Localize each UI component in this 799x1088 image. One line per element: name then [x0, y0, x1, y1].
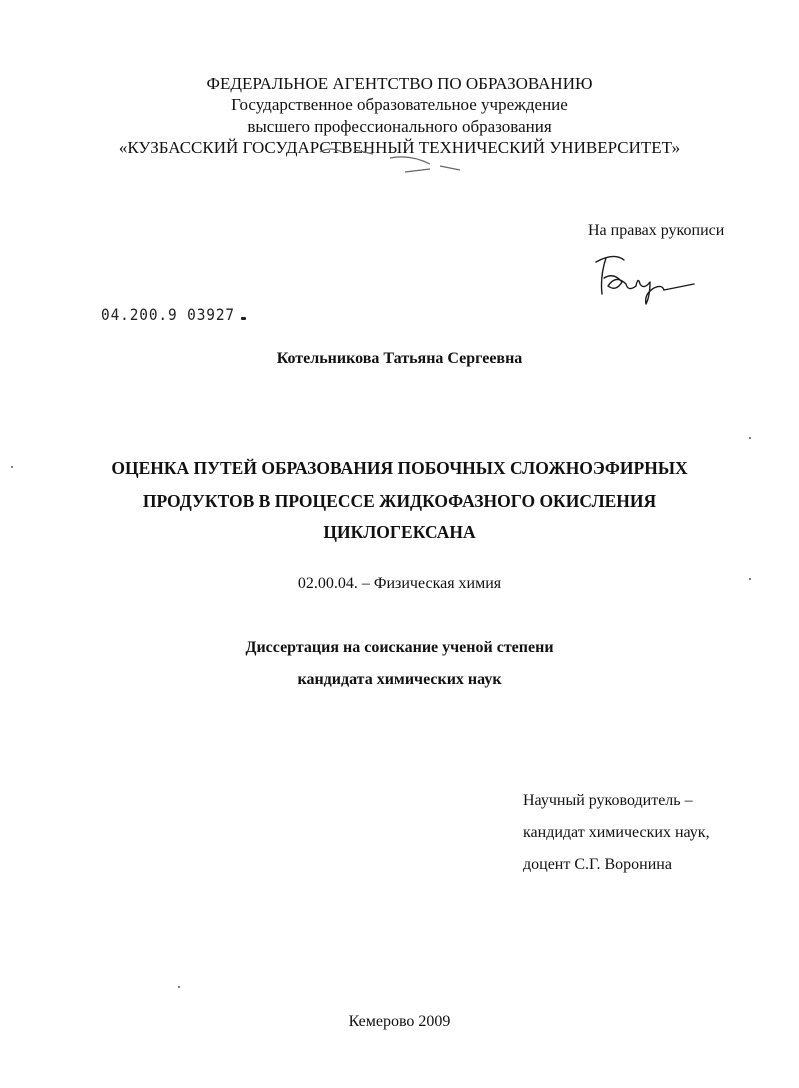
supervisor-line2: кандидат химических наук, — [523, 824, 710, 841]
stamp-dash — [241, 317, 246, 320]
scan-speck — [749, 578, 751, 580]
dissertation-line1: Диссертация на соискание ученой степени — [245, 639, 554, 656]
scan-speck — [11, 466, 13, 468]
dissertation-line2: кандидата химических наук — [297, 671, 502, 688]
thesis-title-line1: ОЦЕНКА ПУТЕЙ ОБРАЗОВАНИЯ ПОБОЧНЫХ СЛОЖНОЭФИРНЫХ — [111, 458, 688, 478]
ink-stamp-mark — [300, 140, 480, 185]
education-level: высшего профессионального образования — [247, 117, 552, 136]
manuscript-note: На правах рукописи — [588, 222, 725, 239]
thesis-title-line2: ПРОДУКТОВ В ПРОЦЕССЕ ЖИДКОФАЗНОГО ОКИСЛЕНИЯ — [142, 491, 657, 511]
thesis-title-line3: ЦИКЛОГЕКСАНА — [323, 522, 476, 542]
university-name: «КУЗБАССКИЙ ГОСУДАРСТВЕННЫЙ ТЕХНИЧЕСКИЙ УНИВЕРСИТЕТ» — [118, 138, 681, 157]
specialty: 02.00.04. – Физическая химия — [297, 575, 502, 592]
supervisor-line1: Научный руководитель – — [523, 792, 693, 809]
signature — [592, 248, 722, 308]
supervisor-line3: доцент С.Г. Воронина — [523, 856, 672, 873]
scan-speck — [178, 986, 180, 988]
agency-heading: ФЕДЕРАЛЬНОЕ АГЕНТСТВО ПО ОБРАЗОВАНИЮ — [206, 74, 593, 93]
institution-type: Государственное образовательное учреждение — [231, 95, 568, 114]
city-year: Кемерово 2009 — [348, 1013, 451, 1030]
scan-speck — [749, 437, 751, 439]
registration-number: 04.200.9 03927 — [101, 305, 235, 324]
author-name: Котельникова Татьяна Сергеевна — [276, 350, 523, 367]
